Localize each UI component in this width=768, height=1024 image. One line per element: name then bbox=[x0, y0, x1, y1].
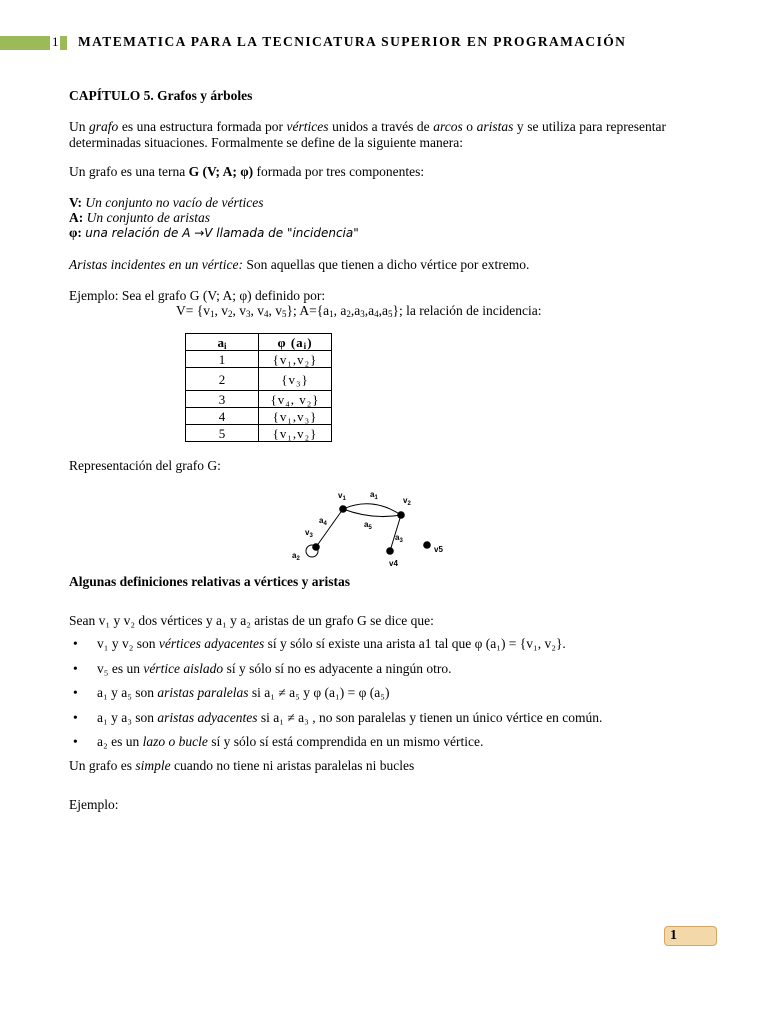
bullet-icon: • bbox=[73, 709, 78, 725]
graph-caption: Representación del grafo G: bbox=[69, 458, 221, 473]
header-separator bbox=[60, 36, 67, 50]
vertex-v4 bbox=[386, 547, 394, 555]
bullet-icon: • bbox=[73, 636, 78, 651]
component-phi: φ: una relación de A →V llamada de "incidencia" bbox=[69, 225, 359, 240]
table-cell-incidence: {v₁,v₂} bbox=[259, 425, 332, 442]
table-row bbox=[186, 425, 332, 442]
table-cell-index: 5 bbox=[186, 425, 259, 442]
table-cell-incidence: {v₃} bbox=[259, 368, 332, 391]
example-intro: Ejemplo: Sea el grafo G (V; A; φ) definido por: bbox=[69, 288, 326, 303]
list-item: • a₁ y a₃ son aristas adyacentes si a₁ ≠ a₃ , no son paralelas y tienen un único vértice en común. bbox=[73, 709, 603, 725]
header-title: MATEMATICA PARA LA TECNICATURA SUPERIOR EN PROGRAMACIÓN bbox=[78, 34, 627, 49]
list-item: • a₁ y a₅ son aristas paralelas si a₁ ≠ a₅ y φ (a₁) = φ (a₅) bbox=[73, 685, 390, 700]
list-item: • a₂ es un lazo o bucle sí y sólo sí está comprendida en un mismo vértice. bbox=[73, 734, 484, 749]
table-cell-index: 3 bbox=[186, 391, 259, 408]
definitions-heading: Algunas definiciones relativas a vértices y aristas bbox=[69, 574, 350, 589]
table-cell-incidence: {v₁,v₂} bbox=[259, 351, 332, 368]
component-a: A: Un conjunto de aristas bbox=[69, 210, 210, 225]
table-row bbox=[186, 368, 332, 391]
component-v: V: Un conjunto no vacío de vértices bbox=[69, 195, 264, 210]
definitions-intro: Sean v₁ y v₂ dos vértices y a₁ y a₂ aristas de un grafo G se dice que: bbox=[69, 613, 434, 628]
definitions-list bbox=[69, 636, 689, 759]
incident-edges-definition: Aristas incidentes en un vértice: Son aquellas que tienen a dicho vértice por extremo. bbox=[69, 257, 530, 272]
table-row bbox=[186, 408, 332, 425]
label-a1: $a_1$ bbox=[370, 490, 378, 501]
incidence-table bbox=[185, 333, 332, 442]
label-a2: $a_2$ bbox=[292, 551, 300, 562]
sets-definition: $V= \{v_1$, $v_2$, $v_3$, $v_4$, $v_5$}; $A=\{a_1$, $a_2,a_3,a_4,a_5$}; la relación de incidencia: bbox=[176, 303, 542, 319]
table-header-ai: $a_i$ bbox=[186, 334, 259, 351]
bullet-icon: • bbox=[73, 685, 78, 700]
table-header-phi: φ $(a_i)$ bbox=[259, 334, 332, 351]
vertex-v1 bbox=[339, 505, 347, 513]
list-item: • v₅ es un vértice aislado sí y sólo sí no es adyacente a ningún otro. bbox=[73, 660, 452, 676]
label-v1: $v_1$ bbox=[338, 491, 346, 502]
table-cell-index: 2 bbox=[186, 368, 259, 391]
label-v5: v5 bbox=[434, 545, 443, 554]
footer-page-number: 1 bbox=[670, 928, 677, 943]
intro-paragraph: Un grafo es una estructura formada por vértices unidos a través de arcos o aristas y se utiliza para representar determinadas situaciones. Formalmente se define de la siguiente manera: bbox=[69, 119, 666, 150]
table-header-row bbox=[186, 334, 332, 351]
list-item: • v₁ y v₂ son vértices adyacentes sí y sólo sí existe una arista a1 tal que φ (a₁) = {v₁, v₂}. bbox=[73, 636, 566, 651]
definition-line: Un grafo es una terna G (V; A; φ) formada por tres componentes: bbox=[69, 164, 425, 179]
vertex-v2 bbox=[397, 511, 405, 519]
label-a4: $a_4$ bbox=[319, 516, 327, 527]
table-cell-incidence: {v₄, v₂} bbox=[259, 391, 332, 408]
label-a3: $a_3$ bbox=[395, 533, 403, 544]
edge-a1 bbox=[343, 504, 401, 515]
vertex-v5 bbox=[423, 541, 431, 549]
header-accent-bar bbox=[0, 36, 50, 50]
label-v2: $v_2$ bbox=[403, 496, 411, 507]
table-row bbox=[186, 351, 332, 368]
vertex-v3 bbox=[312, 543, 320, 551]
bullet-icon: • bbox=[73, 660, 78, 676]
example-label: Ejemplo: bbox=[69, 797, 119, 812]
table-cell-index: 4 bbox=[186, 408, 259, 425]
label-a5: $a_5$ bbox=[364, 520, 372, 531]
graph-diagram bbox=[286, 486, 466, 568]
table-cell-incidence: {v₁,v₃} bbox=[259, 408, 332, 425]
label-v4: v4 bbox=[389, 559, 398, 568]
table-row bbox=[186, 391, 332, 408]
chapter-title: CAPÍTULO 5. Grafos y árboles bbox=[69, 88, 253, 103]
bullet-icon: • bbox=[73, 734, 78, 749]
table-cell-index: 1 bbox=[186, 351, 259, 368]
label-v3: $v_3$ bbox=[305, 528, 313, 539]
header-page-number: 1 bbox=[52, 34, 59, 49]
edge-a4 bbox=[316, 509, 343, 547]
simple-graph-definition: Un grafo es simple cuando no tiene ni aristas paralelas ni bucles bbox=[69, 758, 415, 773]
